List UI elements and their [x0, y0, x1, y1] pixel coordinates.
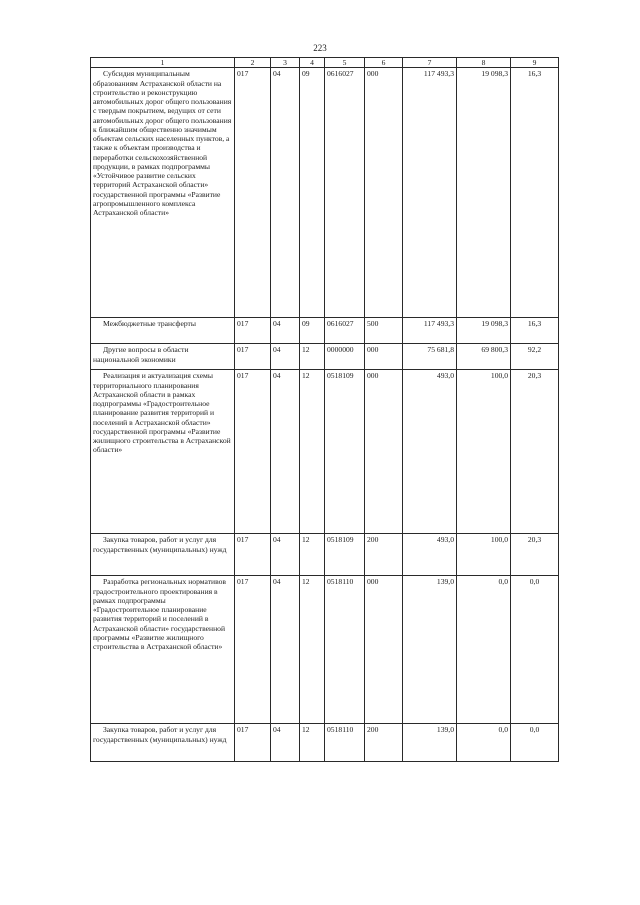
cell-section: 04 — [271, 534, 300, 576]
cell-amount-plan: 139,0 — [403, 724, 457, 762]
cell-section: 04 — [271, 724, 300, 762]
table-row — [91, 576, 559, 724]
cell-amount-actual: 69 800,3 — [457, 344, 511, 370]
cell-section: 04 — [271, 318, 300, 344]
cell-percent: 0,0 — [511, 576, 559, 724]
cell-code: 017 — [235, 370, 271, 534]
cell-subsection: 12 — [300, 344, 325, 370]
row-name: Другие вопросы в области национальной экономики — [91, 344, 235, 370]
table-row — [91, 724, 559, 762]
cell-target-article: 0518110 — [325, 576, 365, 724]
cell-percent: 20,3 — [511, 534, 559, 576]
cell-target-article: 0616027 — [325, 68, 365, 318]
column-header: 8 — [457, 58, 511, 68]
cell-code: 017 — [235, 344, 271, 370]
cell-target-article: 0616027 — [325, 318, 365, 344]
cell-target-article: 0518109 — [325, 534, 365, 576]
column-header: 4 — [300, 58, 325, 68]
cell-percent: 92,2 — [511, 344, 559, 370]
row-name: Закупка товаров, работ и услуг для государственных (муниципальных) нужд — [91, 724, 235, 762]
cell-amount-actual: 19 098,3 — [457, 318, 511, 344]
cell-percent: 16,3 — [511, 68, 559, 318]
cell-subsection: 12 — [300, 370, 325, 534]
cell-amount-plan: 117 493,3 — [403, 68, 457, 318]
column-header: 9 — [511, 58, 559, 68]
budget-table — [90, 57, 559, 762]
cell-subsection: 12 — [300, 534, 325, 576]
cell-expense-type: 000 — [365, 344, 403, 370]
cell-section: 04 — [271, 68, 300, 318]
cell-amount-plan: 75 681,8 — [403, 344, 457, 370]
column-header: 3 — [271, 58, 300, 68]
cell-code: 017 — [235, 724, 271, 762]
cell-target-article: 0518109 — [325, 370, 365, 534]
cell-subsection: 12 — [300, 576, 325, 724]
cell-percent: 16,3 — [511, 318, 559, 344]
cell-amount-actual: 0,0 — [457, 576, 511, 724]
cell-expense-type: 000 — [365, 576, 403, 724]
table-row — [91, 534, 559, 576]
cell-amount-actual: 19 098,3 — [457, 68, 511, 318]
cell-target-article: 0000000 — [325, 344, 365, 370]
cell-amount-plan: 493,0 — [403, 534, 457, 576]
cell-amount-actual: 100,0 — [457, 370, 511, 534]
column-header: 5 — [325, 58, 365, 68]
cell-code: 017 — [235, 534, 271, 576]
column-header: 2 — [235, 58, 271, 68]
cell-section: 04 — [271, 344, 300, 370]
cell-code: 017 — [235, 68, 271, 318]
cell-expense-type: 200 — [365, 534, 403, 576]
row-name: Субсидия муниципальным образованиям Астраханской области на строительство и реконструкцию автомобильных дорог общего пользования с твердым покрытием, ведущих от сети автомобильных дорог общего пользования к ближайшим общественно значимым объектам сельских населенных пунктов, а также к объектам производства и переработки сельскохозяйственной продукции, в рамках подпрограммы «Устойчивое развитие сельских территорий Астраханской области» государственной программы «Развитие агропромышленного комплекса Астраханской области» — [91, 68, 235, 318]
cell-subsection: 09 — [300, 68, 325, 318]
cell-amount-plan: 139,0 — [403, 576, 457, 724]
cell-expense-type: 200 — [365, 724, 403, 762]
cell-expense-type: 000 — [365, 370, 403, 534]
column-header: 6 — [365, 58, 403, 68]
table-row — [91, 370, 559, 534]
column-header: 1 — [91, 58, 235, 68]
row-name: Закупка товаров, работ и услуг для государственных (муниципальных) нужд — [91, 534, 235, 576]
cell-subsection: 09 — [300, 318, 325, 344]
cell-section: 04 — [271, 576, 300, 724]
cell-amount-actual: 0,0 — [457, 724, 511, 762]
column-header: 7 — [403, 58, 457, 68]
cell-code: 017 — [235, 318, 271, 344]
table-row — [91, 344, 559, 370]
cell-amount-plan: 493,0 — [403, 370, 457, 534]
cell-percent: 0,0 — [511, 724, 559, 762]
row-name: Реализация и актуализация схемы территориального планирования Астраханской области в рамках подпрограммы «Градостроительное планирование развития территорий и поселений в Астраханской области» государственной программы «Развитие жилищного строительства в Астраханской области» — [91, 370, 235, 534]
cell-amount-plan: 117 493,3 — [403, 318, 457, 344]
cell-target-article: 0518110 — [325, 724, 365, 762]
row-name: Разработка региональных нормативов градостроительного проектирования в рамках подпрограммы «Градостроительное планирование развития территорий и поселений в Астраханской области» государственной программы «Развитие жилищного строительства в Астраханской области» — [91, 576, 235, 724]
table-row — [91, 68, 559, 318]
table-row — [91, 318, 559, 344]
cell-subsection: 12 — [300, 724, 325, 762]
table-header-row — [91, 58, 559, 68]
cell-code: 017 — [235, 576, 271, 724]
cell-expense-type: 000 — [365, 68, 403, 318]
cell-section: 04 — [271, 370, 300, 534]
page-number: 223 — [313, 43, 327, 53]
row-name: Межбюджетные трансферты — [91, 318, 235, 344]
cell-expense-type: 500 — [365, 318, 403, 344]
cell-amount-actual: 100,0 — [457, 534, 511, 576]
cell-percent: 20,3 — [511, 370, 559, 534]
